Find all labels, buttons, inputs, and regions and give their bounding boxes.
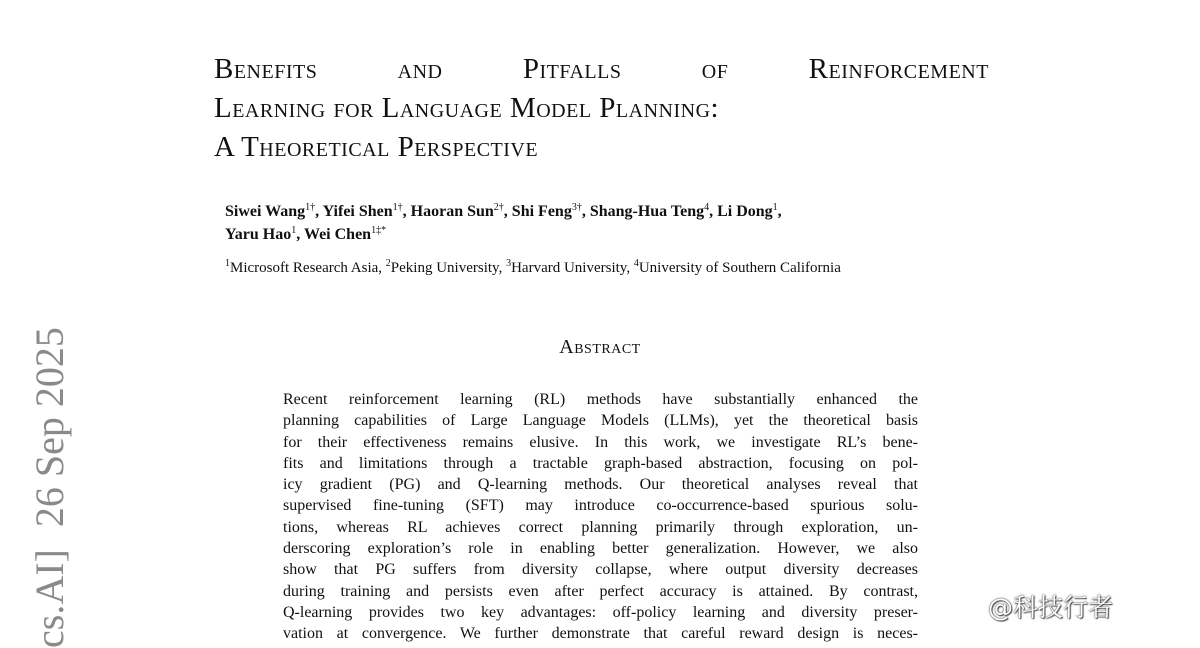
author-affil-mark: 4 — [704, 202, 710, 213]
author-name: Shi Feng — [511, 203, 572, 220]
author-affil-mark: 3† — [571, 202, 582, 213]
abstract-line: vation at convergence. We further demonstrate that careful reward design is neces- — [283, 625, 918, 643]
author-affil-mark: 1† — [305, 202, 316, 213]
abstract-heading: Abstract — [559, 336, 641, 358]
title-word: Benefits — [214, 53, 318, 85]
paper-title — [214, 50, 989, 167]
author-name: Yaru Hao — [225, 226, 292, 243]
title-word: of — [701, 53, 729, 85]
arxiv-date: 26 Sep 2025 — [27, 327, 72, 528]
abstract-line: planning capabilities of Large Language Models (LLMs), yet the theoretical basis — [283, 412, 918, 430]
abstract-line: Recent reinforcement learning (RL) methods have substantially enhanced the — [283, 391, 918, 408]
author-separator: , — [296, 226, 304, 243]
affiliations — [225, 258, 985, 278]
affil-mark: 2 — [385, 258, 391, 269]
author-line-1 — [225, 200, 985, 223]
author-separator: , — [777, 203, 782, 220]
author-affil-mark: 1 — [291, 225, 297, 236]
affil-separator: , — [498, 260, 507, 276]
author-separator: , — [402, 203, 411, 220]
abstract-line: for their effectiveness remains elusive. In this work, we investigate RL’s bene- — [283, 433, 918, 451]
title-word: and — [397, 53, 443, 85]
abstract-line: fits and limitations through a tractable graph-based abstraction, focusing on pol- — [283, 454, 918, 472]
abstract-line: during training and persists even after perfect accuracy is attained. By contrast, — [283, 582, 918, 600]
affil-mark: 4 — [633, 258, 639, 269]
affil-name: University of Southern California — [638, 260, 841, 276]
author-name: Wei Chen — [303, 226, 372, 243]
abstract-line: derscoring exploration’s role in enabling better generalization. However, we also — [283, 540, 918, 558]
affil-name: Microsoft Research Asia — [230, 260, 379, 276]
author-name: Yifei Shen — [322, 203, 393, 220]
author-affil-mark: 1 — [772, 202, 778, 213]
affil-name: Peking University — [390, 260, 499, 276]
arxiv-side-stamp — [27, 327, 72, 648]
author-name: Li Dong — [717, 203, 773, 220]
author-name: Haoran Sun — [410, 203, 494, 220]
author-name: Shang-Hua Teng — [589, 203, 705, 220]
author-separator: , — [503, 203, 512, 220]
title-line-2: Learning for Language Model Planning: — [214, 92, 720, 124]
author-separator: , — [581, 203, 590, 220]
arxiv-category: cs.AI] — [27, 549, 72, 648]
affil-separator: , — [626, 260, 634, 276]
author-separator: , — [315, 203, 323, 220]
title-word: Pitfalls — [522, 53, 622, 85]
author-separator: , — [709, 203, 718, 220]
author-list — [225, 200, 985, 246]
author-affil-mark: 1† — [392, 202, 403, 213]
affil-mark: 1 — [225, 258, 230, 269]
abstract-line: icy gradient (PG) and Q-learning methods. Our theoretical analyses reveal that — [283, 476, 918, 494]
title-word: Reinforcement — [808, 53, 989, 85]
title-line-3: A Theoretical Perspective — [214, 131, 539, 163]
author-affil-mark: 2† — [493, 202, 504, 213]
watermark: @科技行者 — [988, 593, 1114, 622]
title-line-1 — [214, 50, 989, 89]
abstract-line: tions, whereas RL achieves correct planning primarily through exploration, un- — [283, 518, 918, 536]
affil-mark: 3 — [506, 258, 512, 269]
author-line-2 — [225, 223, 985, 246]
affil-name: Harvard University — [511, 260, 627, 276]
abstract-line: supervised fine-tuning (SFT) may introduce co-occurrence-based spurious solu- — [283, 497, 918, 515]
author-affil-mark: 1‡* — [371, 225, 387, 236]
abstract-body — [283, 389, 918, 645]
author-name: Siwei Wang — [225, 203, 306, 220]
affil-separator: , — [378, 260, 386, 276]
abstract-line: show that PG suffers from diversity collapse, where output diversity decreases — [283, 561, 918, 579]
abstract-line: Q-learning provides two key advantages: off-policy learning and diversity preser- — [283, 603, 918, 621]
